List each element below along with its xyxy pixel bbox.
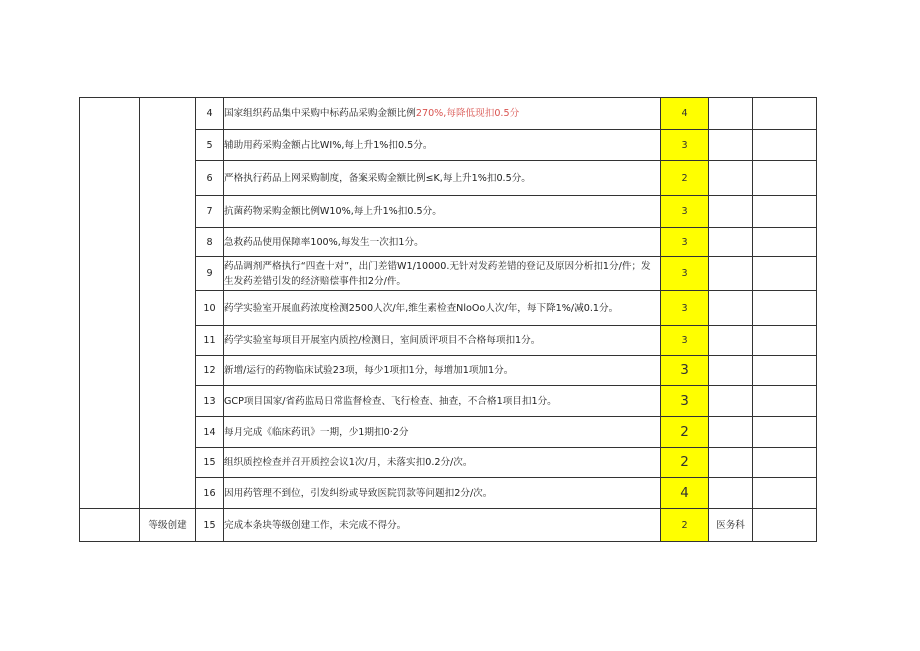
table-row <box>80 98 817 130</box>
item-number: 9 <box>196 257 224 291</box>
item-number: 15 <box>196 509 224 542</box>
dept-cell <box>709 196 753 228</box>
score-cell: 3 <box>661 228 709 257</box>
blank-cell <box>753 130 817 161</box>
dept-cell <box>709 448 753 478</box>
score-cell: 3 <box>661 386 709 417</box>
item-number: 13 <box>196 386 224 417</box>
dept-cell <box>709 478 753 509</box>
item-number: 5 <box>196 130 224 161</box>
table-row <box>80 509 817 542</box>
item-number: 6 <box>196 161 224 196</box>
item-number: 11 <box>196 326 224 356</box>
item-description: 辅助用药采购金额占比WI%,每上升1%扣0.5分。 <box>224 130 661 161</box>
item-description: 药品调剂严格执行“四查十对”，出门差错W1/10000.无针对发药差错的登记及原因分析扣1分/件；发生发药差错引发的经济赔偿事件扣2分/件。 <box>224 257 661 291</box>
item-description: GCP项目国家/省药监局日常监督检查、飞行检查、抽查，不合格1项目扣1分。 <box>224 386 661 417</box>
item-description <box>224 98 661 130</box>
dept-cell <box>709 291 753 326</box>
item-number: 12 <box>196 356 224 386</box>
blank-cell <box>753 326 817 356</box>
blank-cell <box>753 98 817 130</box>
item-description: 新增/运行的药物临床试验23项，每少1项扣1分，每增加1项加1分。 <box>224 356 661 386</box>
score-table <box>79 97 817 542</box>
dept-cell <box>709 386 753 417</box>
item-description: 完成本条块等级创建工作，未完成不得分。 <box>224 509 661 542</box>
item-number: 15 <box>196 448 224 478</box>
item-description: 药学实验室每项目开展室内质控/检测日，室间质评项目不合格每项扣1分。 <box>224 326 661 356</box>
score-cell: 2 <box>661 161 709 196</box>
score-cell: 3 <box>661 291 709 326</box>
item-number: 4 <box>196 98 224 130</box>
item-description: 组织质控检查并召开质控会议1次/月，未落实扣0.2分/次。 <box>224 448 661 478</box>
item-number: 7 <box>196 196 224 228</box>
category-cell: 等级创建 <box>140 509 196 542</box>
blank-cell <box>753 386 817 417</box>
blank-cell <box>753 196 817 228</box>
dept-cell <box>709 356 753 386</box>
dept-cell <box>709 326 753 356</box>
dept-cell <box>709 417 753 448</box>
blank-cell <box>753 257 817 291</box>
item-description: 每月完成《临床药讯》一期，少1期扣0·2分 <box>224 417 661 448</box>
blank-cell <box>753 291 817 326</box>
dept-cell <box>709 98 753 130</box>
item-description: 急救药品使用保障率100%,每发生一次扣1分。 <box>224 228 661 257</box>
score-cell: 3 <box>661 356 709 386</box>
section-cell <box>80 98 140 509</box>
section-cell <box>80 509 140 542</box>
item-number: 8 <box>196 228 224 257</box>
dept-cell <box>709 228 753 257</box>
item-description: 因用药管理不到位，引发纠纷或导致医院罚款等问题扣2分/次。 <box>224 478 661 509</box>
item-description: 药学实验室开展血药浓度检测2500人次/年,维生素检查NloOo人次/年，每下降1%/减0.1分。 <box>224 291 661 326</box>
description-highlight: 270%,每降低现扣0.5分 <box>415 108 520 119</box>
category-cell <box>140 98 196 509</box>
dept-cell <box>709 161 753 196</box>
score-cell: 2 <box>661 448 709 478</box>
blank-cell <box>753 478 817 509</box>
score-cell: 4 <box>661 478 709 509</box>
blank-cell <box>753 161 817 196</box>
score-cell: 3 <box>661 257 709 291</box>
score-cell: 3 <box>661 130 709 161</box>
description-text: 国家组织药品集中采购中标药品采购金额比例 <box>224 108 416 119</box>
dept-cell <box>709 257 753 291</box>
item-description: 严格执行药品上网采购制度，备案采购金额比例≤K,每上升1%扣0.5分。 <box>224 161 661 196</box>
blank-cell <box>753 228 817 257</box>
score-cell: 3 <box>661 326 709 356</box>
dept-cell: 医务科 <box>709 509 753 542</box>
item-description: 抗菌药物采购金额比例W10%,每上升1%扣0.5分。 <box>224 196 661 228</box>
score-cell: 2 <box>661 417 709 448</box>
score-cell: 2 <box>661 509 709 542</box>
blank-cell <box>753 417 817 448</box>
blank-cell <box>753 509 817 542</box>
blank-cell <box>753 448 817 478</box>
item-number: 14 <box>196 417 224 448</box>
score-cell: 3 <box>661 196 709 228</box>
dept-cell <box>709 130 753 161</box>
item-number: 16 <box>196 478 224 509</box>
blank-cell <box>753 356 817 386</box>
score-cell: 4 <box>661 98 709 130</box>
item-number: 10 <box>196 291 224 326</box>
